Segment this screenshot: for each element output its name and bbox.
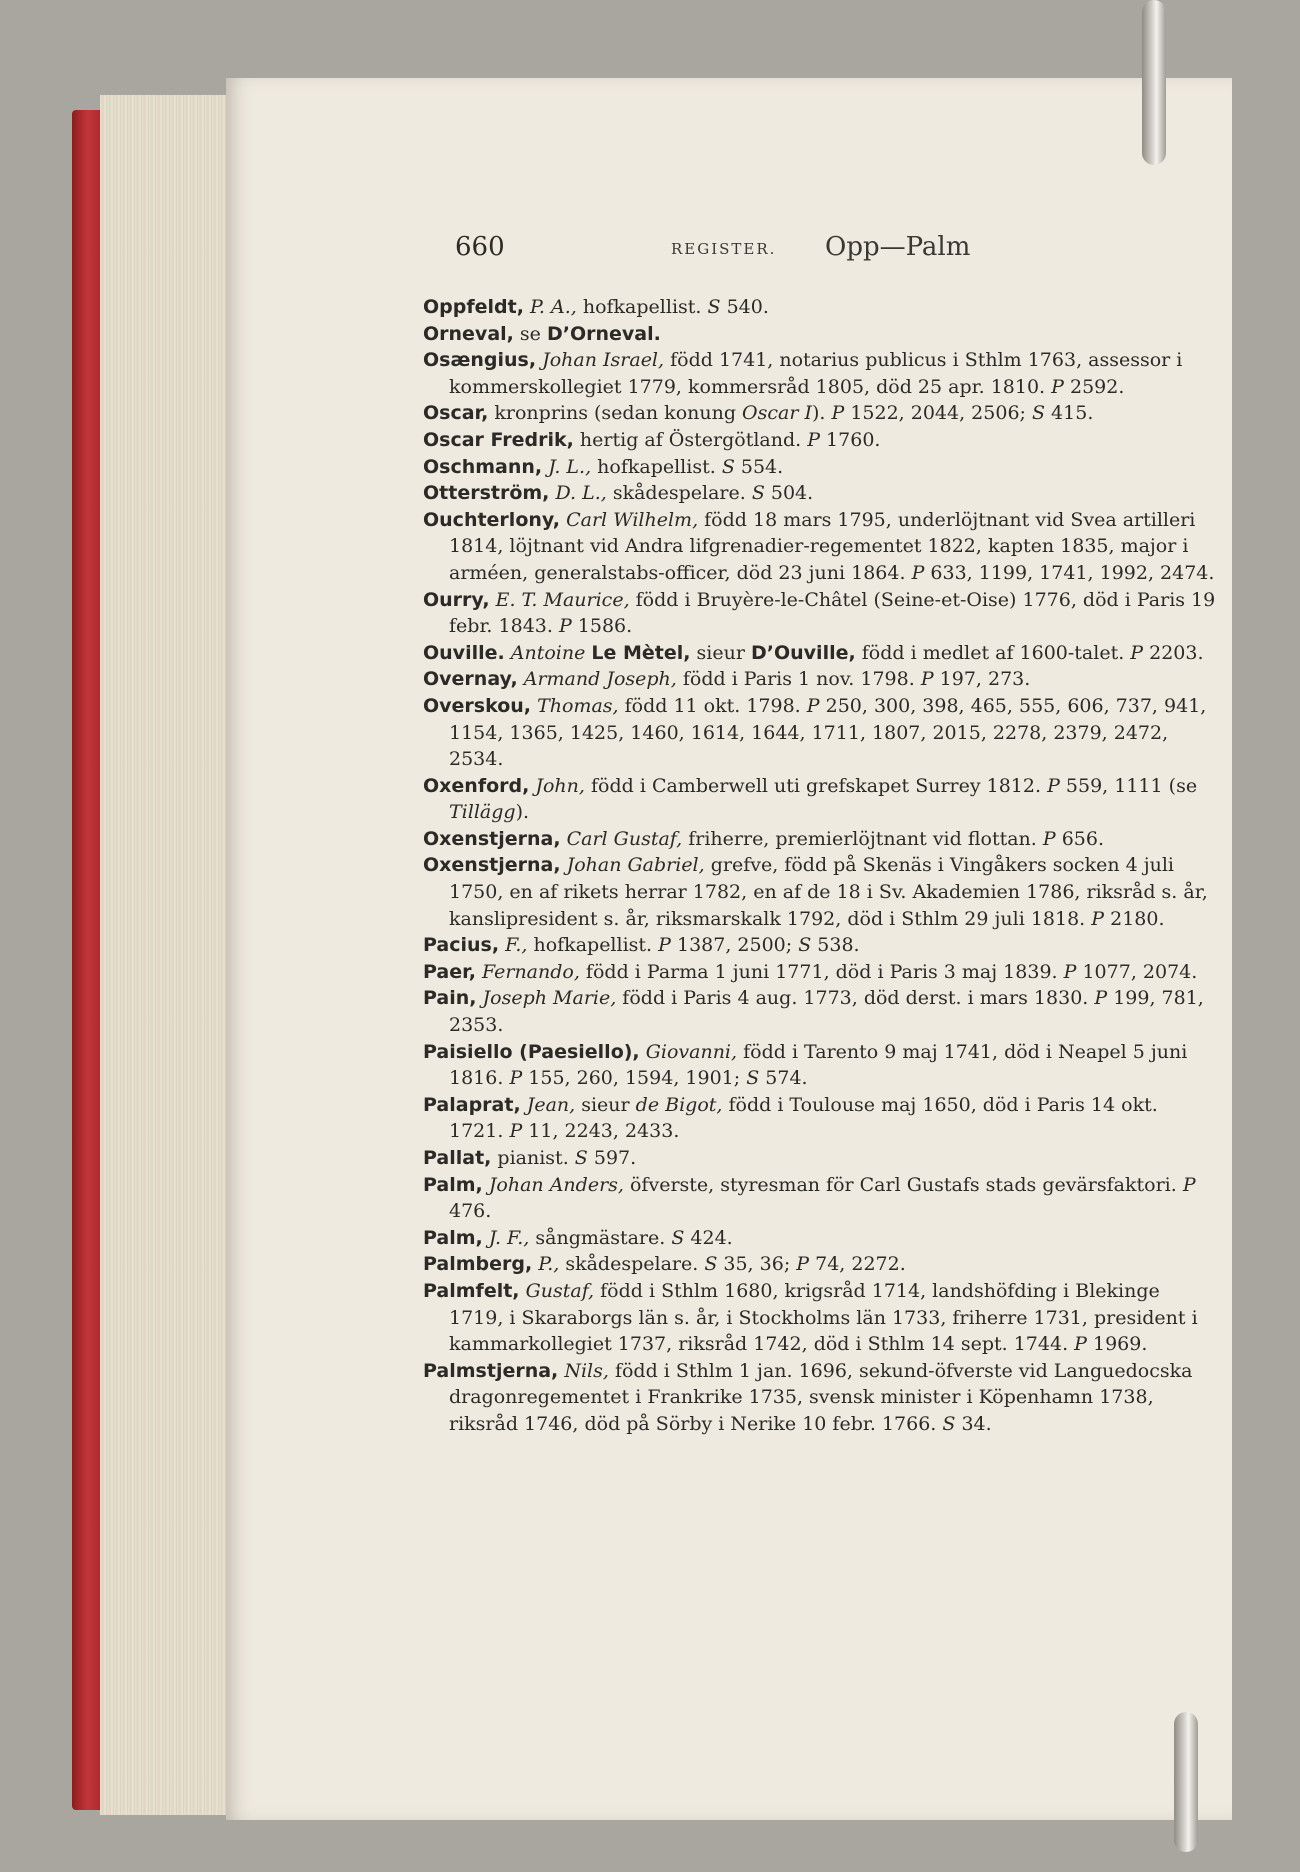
entry-italic-text: J. F., <box>488 1226 530 1249</box>
entry-text: född i Toulouse maj 1650, död i Paris 14 okt. 1721. <box>449 1093 1158 1143</box>
entry-italic-text: P <box>1051 375 1064 398</box>
entry-text: 538. <box>811 934 860 957</box>
register-entry <box>423 666 1218 693</box>
running-title: REGISTER. <box>671 240 777 258</box>
entry-text: född i Tarento 9 maj 1741, död i Neapel 5 juni 1816. <box>449 1040 1188 1090</box>
entry-text: 74, 2272. <box>809 1253 906 1276</box>
entry-range: Opp—Palm <box>825 232 971 262</box>
entry-text: skådespelare. <box>606 482 752 505</box>
entry-text: 540. <box>720 296 769 318</box>
entry-text: 1387, 2500; <box>670 934 799 957</box>
entry-headword: Pallat, <box>423 1147 492 1169</box>
entry-headword: Oscar Fredrik, <box>423 428 574 451</box>
entry-headword: Palmfelt, <box>423 1279 520 1302</box>
entry-text: kronprins (sedan konung <box>488 402 743 425</box>
entry-italic-text: P <box>1063 960 1077 983</box>
entry-italic-text: S <box>721 455 735 478</box>
entry-italic-text: Johan Gabriel, <box>566 854 705 877</box>
entry-text: 1586. <box>571 615 633 638</box>
entry-text: hofkapellist. <box>576 296 708 318</box>
entry-headword: Osængius, <box>423 349 537 372</box>
entry-italic-text: Johan Anders, <box>488 1173 624 1196</box>
entry-text: 11, 2243, 2433. <box>522 1120 680 1143</box>
register-entry <box>423 1092 1218 1145</box>
register-entry <box>423 454 1218 481</box>
entry-italic-text: Thomas, <box>537 694 619 717</box>
entry-text: skådespelare. <box>559 1253 705 1276</box>
entry-headword: Ouchterlony, <box>423 508 561 531</box>
entry-text: 504. <box>764 482 814 505</box>
entry-text: född 11 okt. 1798. <box>618 694 807 717</box>
entry-text: 199, 781, 2353. <box>449 987 1204 1037</box>
entry-text: hofkapellist. <box>591 455 722 478</box>
entry-italic-text: J. L., <box>548 455 592 478</box>
register-entry <box>423 985 1218 1038</box>
entry-headword: Orneval, <box>423 322 514 345</box>
entry-italic-text: P., <box>538 1253 560 1276</box>
register-entry <box>423 852 1218 932</box>
entry-italic-text: Giovanni, <box>645 1040 738 1063</box>
register-entry <box>423 1251 1218 1278</box>
entry-text: se <box>513 322 547 345</box>
entry-italic-text: S <box>942 1412 956 1435</box>
entry-headword: Pacius, <box>423 934 500 957</box>
register-entry <box>423 826 1218 853</box>
register-entry <box>423 773 1218 826</box>
register-entry <box>423 1039 1218 1092</box>
entry-headword: Oschmann, <box>423 455 543 478</box>
register-entry <box>423 1172 1218 1225</box>
entry-italic-text: P <box>658 934 671 957</box>
entry-italic-text: S <box>671 1226 685 1249</box>
register-entry <box>423 1225 1218 1252</box>
entry-italic-text: S <box>798 934 812 957</box>
entry-headword: Otterström, <box>423 482 550 505</box>
entry-headword: D’Orneval. <box>546 322 661 345</box>
register-entry <box>423 347 1218 400</box>
register-entry <box>423 427 1218 454</box>
entry-text: 1077, 2074. <box>1076 960 1198 983</box>
entry-headword: Oscar, <box>423 402 489 425</box>
entry-text: 424. <box>684 1226 733 1249</box>
entry-italic-text: Nils, <box>564 1359 609 1382</box>
entry-text: född i Sthlm 1 jan. 1696, sekund-öfverste vid Languedocska dragonregementet i Frankrike 1735, svensk minister i Köpenhamn 1738, riksråd 1746, död på Sörby i Nerike 10 febr. 1766. <box>449 1359 1193 1435</box>
entry-text: ). <box>515 801 530 824</box>
entry-text: 633, 1199, 1741, 1992, 2474. <box>924 561 1215 584</box>
entry-italic-text: P <box>1091 907 1105 930</box>
entry-text: sångmästare. <box>529 1226 672 1249</box>
entry-text: född i Bruyère-le-Châtel (Seine-et-Oise) 1776, död i Paris 19 febr. 1843. <box>449 588 1216 638</box>
page-header <box>455 232 1215 268</box>
entry-italic-text: P <box>1047 774 1060 797</box>
entry-italic-text: P <box>1094 987 1108 1010</box>
entry-text: 476. <box>449 1200 492 1223</box>
entry-headword: Paer, <box>423 960 476 983</box>
entry-italic-text: P <box>558 615 572 638</box>
register-entry <box>423 400 1218 427</box>
register-entry <box>423 507 1218 587</box>
entry-italic-text: Armand Joseph, <box>523 668 677 691</box>
entry-italic-text: Gustaf, <box>525 1279 595 1302</box>
entry-italic-text: P <box>796 1253 810 1276</box>
entry-italic-text: P. A., <box>529 296 577 318</box>
entry-headword: Overnay, <box>423 668 518 691</box>
entry-headword: D’Ouville, <box>751 641 856 664</box>
entry-italic-text: P <box>509 1067 523 1090</box>
entry-text: hertig af Östergötland. <box>573 428 808 451</box>
entry-text: 2180. <box>1104 907 1165 930</box>
entry-headword: Paisiello (Paesiello), <box>423 1040 640 1063</box>
entry-text: 250, 300, 398, 465, 555, 606, 737, 941, 1154, 1365, 1425, 1460, 1614, 1644, 1711, 1807, 2015, 2278, 2379, 2472, 2534. <box>449 694 1207 771</box>
entry-headword: Palaprat, <box>423 1093 521 1116</box>
entry-headword: Le Mètel, <box>591 641 691 664</box>
entry-italic-text: P <box>831 402 845 425</box>
entry-italic-text: Carl Wilhelm, <box>566 508 699 531</box>
entry-italic-text: P <box>911 561 925 584</box>
register-entry <box>423 321 1218 348</box>
register-entry <box>423 1278 1218 1358</box>
entry-text: hofkapellist. <box>527 934 659 957</box>
entry-italic-text: P <box>1130 641 1144 664</box>
entry-headword: Oppfeldt, <box>423 296 524 318</box>
entry-italic-text: S <box>751 482 765 505</box>
entry-headword: Overskou, <box>423 694 532 717</box>
entry-text: 155, 260, 1594, 1901; <box>522 1067 747 1090</box>
entry-headword: Oxenstjerna, <box>423 827 561 850</box>
entry-headword: Palmberg, <box>423 1253 533 1276</box>
entry-text: friherre, premierlöjtnant vid flottan. <box>682 827 1043 850</box>
register-entry <box>423 587 1218 640</box>
entry-text: född i Paris 4 aug. 1773, död derst. i mars 1830. <box>616 987 1095 1010</box>
page-number: 660 <box>455 232 505 262</box>
entry-italic-text: P <box>509 1120 523 1143</box>
register-entries <box>423 294 1218 1438</box>
entry-text: 1760. <box>820 428 881 451</box>
entry-text: född i Sthlm 1680, krigsråd 1714, landshöfding i Blekinge 1719, i Skaraborgs län s. år, i Stockholms län 1733, friherre 1731, president i kammarkollegiet 1737, riksråd 1742, död i Sthlm 14 sept. 1744. <box>449 1279 1198 1356</box>
entry-text: 656. <box>1055 827 1105 850</box>
entry-headword: Oxenford, <box>423 774 530 797</box>
entry-italic-text: de Bigot, <box>635 1093 723 1116</box>
entry-headword: Pain, <box>423 987 477 1010</box>
entry-text: 2592. <box>1063 375 1125 398</box>
entry-text: 554. <box>734 455 784 478</box>
entry-italic-text: Jean, <box>526 1093 576 1116</box>
entry-italic-text: S <box>704 1253 718 1276</box>
entry-italic-text: S <box>574 1147 588 1169</box>
entry-italic-text: Carl Gustaf, <box>566 827 683 850</box>
entry-italic-text: S <box>1031 402 1046 425</box>
entry-italic-text: Tillägg <box>449 801 516 824</box>
entry-text: 574. <box>759 1067 808 1090</box>
entry-italic-text: P <box>1042 827 1056 850</box>
entry-italic-text: Oscar I <box>742 402 812 425</box>
entry-italic-text: S <box>707 296 721 318</box>
entry-italic-text: P <box>807 428 821 451</box>
register-entry <box>423 640 1218 667</box>
register-entry <box>423 693 1218 773</box>
entry-italic-text: Joseph Marie, <box>482 987 617 1010</box>
entry-text: sieur <box>690 641 751 664</box>
entry-text: född i Parma 1 juni 1771, död i Paris 3 maj 1839. <box>579 960 1064 983</box>
entry-text: 415. <box>1045 402 1094 425</box>
entry-text: 1969. <box>1086 1333 1148 1356</box>
entry-italic-text: Johan Israel, <box>542 349 665 372</box>
entry-text: öfverste, styresman för Carl Gustafs stads gevärsfaktori. <box>623 1173 1183 1196</box>
entry-italic-text: Fernando, <box>481 960 580 983</box>
register-entry <box>423 1358 1218 1438</box>
bookmark-clip-bottom <box>1174 1712 1198 1852</box>
entry-text: 197, 273. <box>933 668 1031 691</box>
entry-italic-text: John, <box>535 774 585 797</box>
entry-headword: Palmstjerna, <box>423 1359 559 1382</box>
entry-text: 2203. <box>1143 641 1204 664</box>
entry-italic-text: Antoine <box>510 641 586 664</box>
entry-text: född i medlet af 1600-talet. <box>855 641 1131 664</box>
entry-text: sieur <box>575 1093 636 1116</box>
register-entry <box>423 1145 1218 1172</box>
entry-italic-text: E. T. Maurice, <box>495 588 630 611</box>
entry-italic-text: P <box>1074 1333 1087 1356</box>
entry-italic-text: P <box>920 668 934 691</box>
entry-text: ). <box>811 402 832 425</box>
entry-italic-text: P <box>1182 1173 1196 1196</box>
entry-text: 559, 1111 (se <box>1059 774 1198 797</box>
entry-text: 35, 36; <box>717 1253 797 1276</box>
entry-text: pianist. <box>491 1147 575 1169</box>
entry-italic-text: S <box>746 1067 760 1090</box>
entry-italic-text: F., <box>505 934 528 957</box>
entry-text: född i Camberwell uti grefskapet Surrey 1812. <box>584 774 1048 797</box>
entry-text: 597. <box>587 1147 637 1169</box>
entry-text: grefve, född på Skenäs i Vingåkers socken 4 juli 1750, en af rikets herrar 1782, en af de 18 i Sv. Akademien 1786, riksråd s. år, kanslipresident s. år, riksmarskalk 1792, död i Sthlm 29 juli 1818. <box>449 854 1208 930</box>
entry-headword: Palm, <box>423 1173 483 1196</box>
bookmark-clip-top <box>1142 0 1166 165</box>
entry-text: 34. <box>955 1412 992 1435</box>
entry-headword: Ourry, <box>423 588 490 611</box>
register-entry <box>423 294 1218 321</box>
entry-text: 1522, 2044, 2506; <box>844 402 1032 425</box>
entry-headword: Oxenstjerna, <box>423 854 561 877</box>
register-entry <box>423 959 1218 986</box>
entry-text: född 1741, notarius publicus i Sthlm 1763, assessor i kommerskollegiet 1779, kommersråd 1805, död 25 apr. 1810. <box>449 349 1183 398</box>
entry-italic-text: D. L., <box>555 482 607 505</box>
register-entry <box>423 932 1218 959</box>
entry-text: född 18 mars 1795, underlöjtnant vid Svea artilleri 1814, löjtnant vid Andra lifgrenadier-regementet 1822, kapten 1835, major i arméen, generalstabs-officer, död 23 juni 1864. <box>449 508 1196 584</box>
entry-headword: Palm, <box>423 1226 483 1249</box>
entry-headword: Ouville. <box>423 641 505 664</box>
entry-italic-text: P <box>806 694 820 717</box>
register-entry <box>423 480 1218 507</box>
entry-text: född i Paris 1 nov. 1798. <box>676 668 921 691</box>
